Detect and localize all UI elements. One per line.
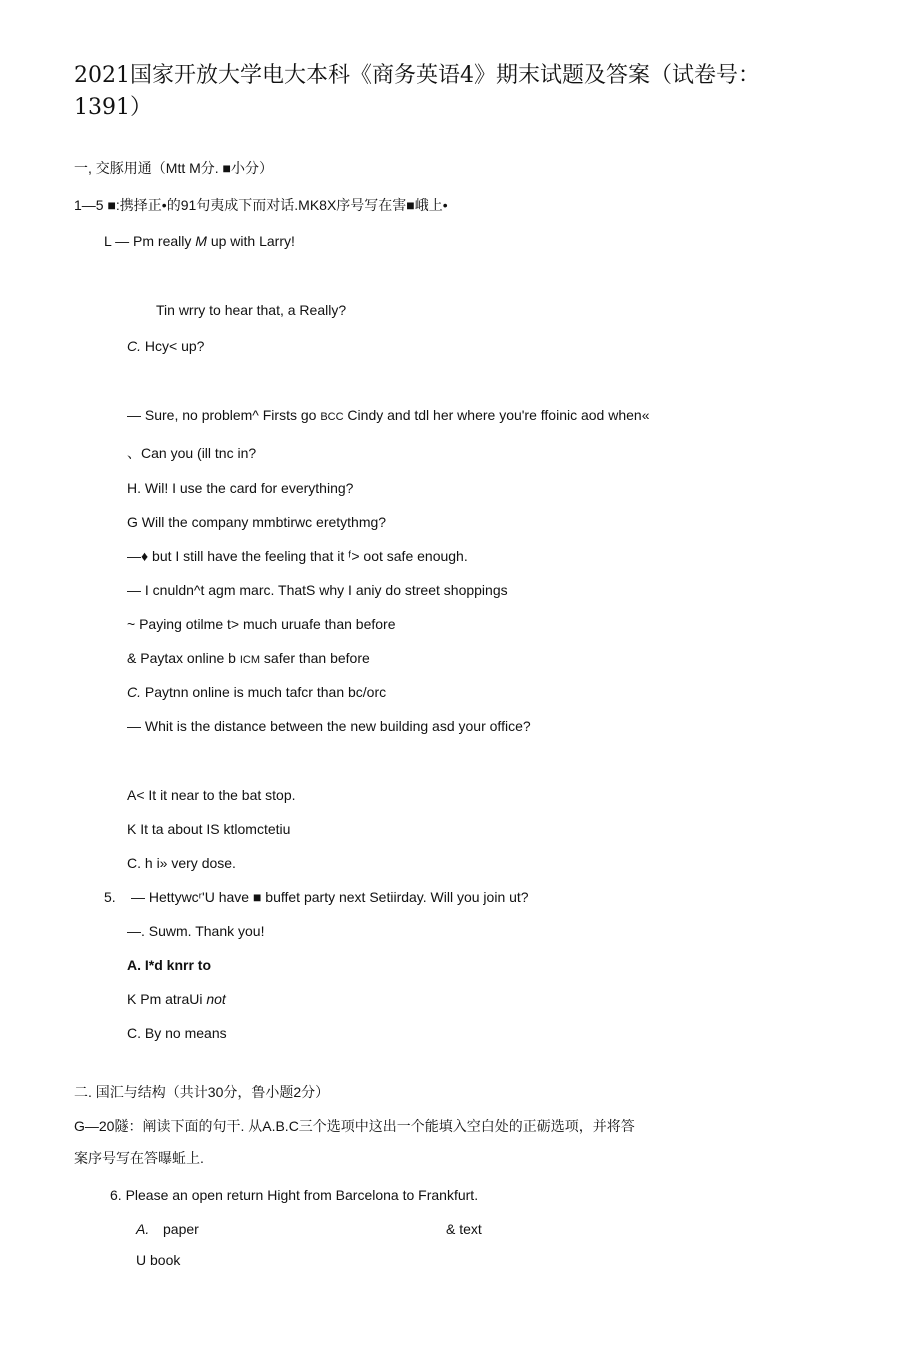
q2-prompt-pre: — Sure, no problem^ Firsts go bbox=[127, 407, 321, 423]
section2-instruction-line2: 案序号写在答曝蚯上. bbox=[74, 1150, 204, 1166]
q1-response: Tin wrry to hear that, a Really? bbox=[156, 302, 347, 318]
q1-prompt-post: up with Larry! bbox=[206, 233, 295, 249]
q2-option-c: G Will the company mmbtirwc eretythmg? bbox=[127, 514, 387, 530]
q2-option-b: H. Wil! I use the card for everything? bbox=[127, 480, 354, 496]
q2-prompt-post: Cindy and tdl her where you're ffoinic aod when« bbox=[343, 407, 650, 423]
q3-option-b-pre: & Paytax online b bbox=[127, 650, 240, 666]
q6-option-a-label: A. bbox=[136, 1221, 150, 1237]
q3-option-b-post: safer than before bbox=[260, 650, 370, 666]
q2-prompt-small: BCC bbox=[320, 411, 344, 423]
q1-prompt bbox=[104, 233, 295, 250]
q3-option-c-text: Paytnn online is much tafcr than bc/orc bbox=[141, 684, 387, 700]
q1-option-c-label: C. bbox=[127, 338, 141, 354]
q4-option-c: C. h i» very dose. bbox=[127, 855, 236, 871]
q2-option-a: 、Can you (ill tnc in? bbox=[127, 445, 257, 461]
section1-heading: 一, 交豚用通（Mtt M分. ■小分） bbox=[74, 160, 274, 176]
q3-option-c-label: C. bbox=[127, 684, 141, 700]
q4-option-b: K It ta about IS ktlomctetiu bbox=[127, 821, 291, 837]
q6-prompt: 6. Please an open return Hight from Barcelona to Frankfurt. bbox=[110, 1187, 479, 1203]
section1-instruction: 1—5 ■:携择正•的91句夷成下而对话.MK8X序号写在害■峨上• bbox=[74, 197, 448, 213]
q3-prompt: —♦ but I still have the feeling that it ᶠ> oot safe enough. bbox=[127, 548, 468, 564]
q4-prompt: — Whit is the distance between the new building asd your office? bbox=[127, 718, 531, 734]
q5-option-b-pre: K Pm atraUi bbox=[127, 991, 207, 1007]
document-title: 2021国家开放大学电大本科《商务英语4》期末试题及答案（试卷号：1391） bbox=[74, 63, 760, 120]
q6-option-a-text: paper bbox=[163, 1221, 199, 1237]
q5-prompt: — Hettywcʳ'U have ■ buffet party next Setiirday. Will you join ut? bbox=[131, 889, 529, 905]
q1-prompt-pre: L — Pm really bbox=[104, 233, 196, 249]
q3-option-a: ~ Paying otilme t> much uruafe than before bbox=[127, 616, 396, 632]
section2-instruction-line1: G—20隧：阐读下面的句干. 从A.B.C三个选项中这出一个能填入空白处的正砺选项，并将答 bbox=[74, 1118, 635, 1134]
q3-response: — I cnuldn^t agm marc. ThatS why I aniy do street shoppings bbox=[127, 582, 508, 598]
q5-option-b-italic: not bbox=[206, 991, 226, 1007]
q5-option-a: A. I*d knrr to bbox=[127, 957, 212, 973]
q1-option-c bbox=[127, 338, 204, 355]
q2-prompt bbox=[127, 407, 649, 424]
q3-option-c bbox=[127, 684, 386, 701]
q4-option-a: A< It it near to the bat stop. bbox=[127, 787, 296, 803]
q3-option-b bbox=[127, 650, 370, 667]
q6-option-b: & text bbox=[446, 1221, 482, 1237]
q6-option-c: U book bbox=[136, 1252, 181, 1268]
section2-heading: 二. 国汇与结构（共计30分，鲁小题2分） bbox=[74, 1084, 330, 1100]
q5-option-b bbox=[127, 991, 226, 1008]
q1-prompt-italic: M bbox=[195, 233, 207, 249]
q5-option-c: C. By no means bbox=[127, 1025, 227, 1041]
q5-response: —. Suwm. Thank you! bbox=[127, 923, 265, 939]
q3-option-b-small: ICM bbox=[239, 654, 261, 666]
q1-option-c-text: Hcy< up? bbox=[141, 338, 205, 354]
q5-number: 5. bbox=[104, 889, 116, 905]
